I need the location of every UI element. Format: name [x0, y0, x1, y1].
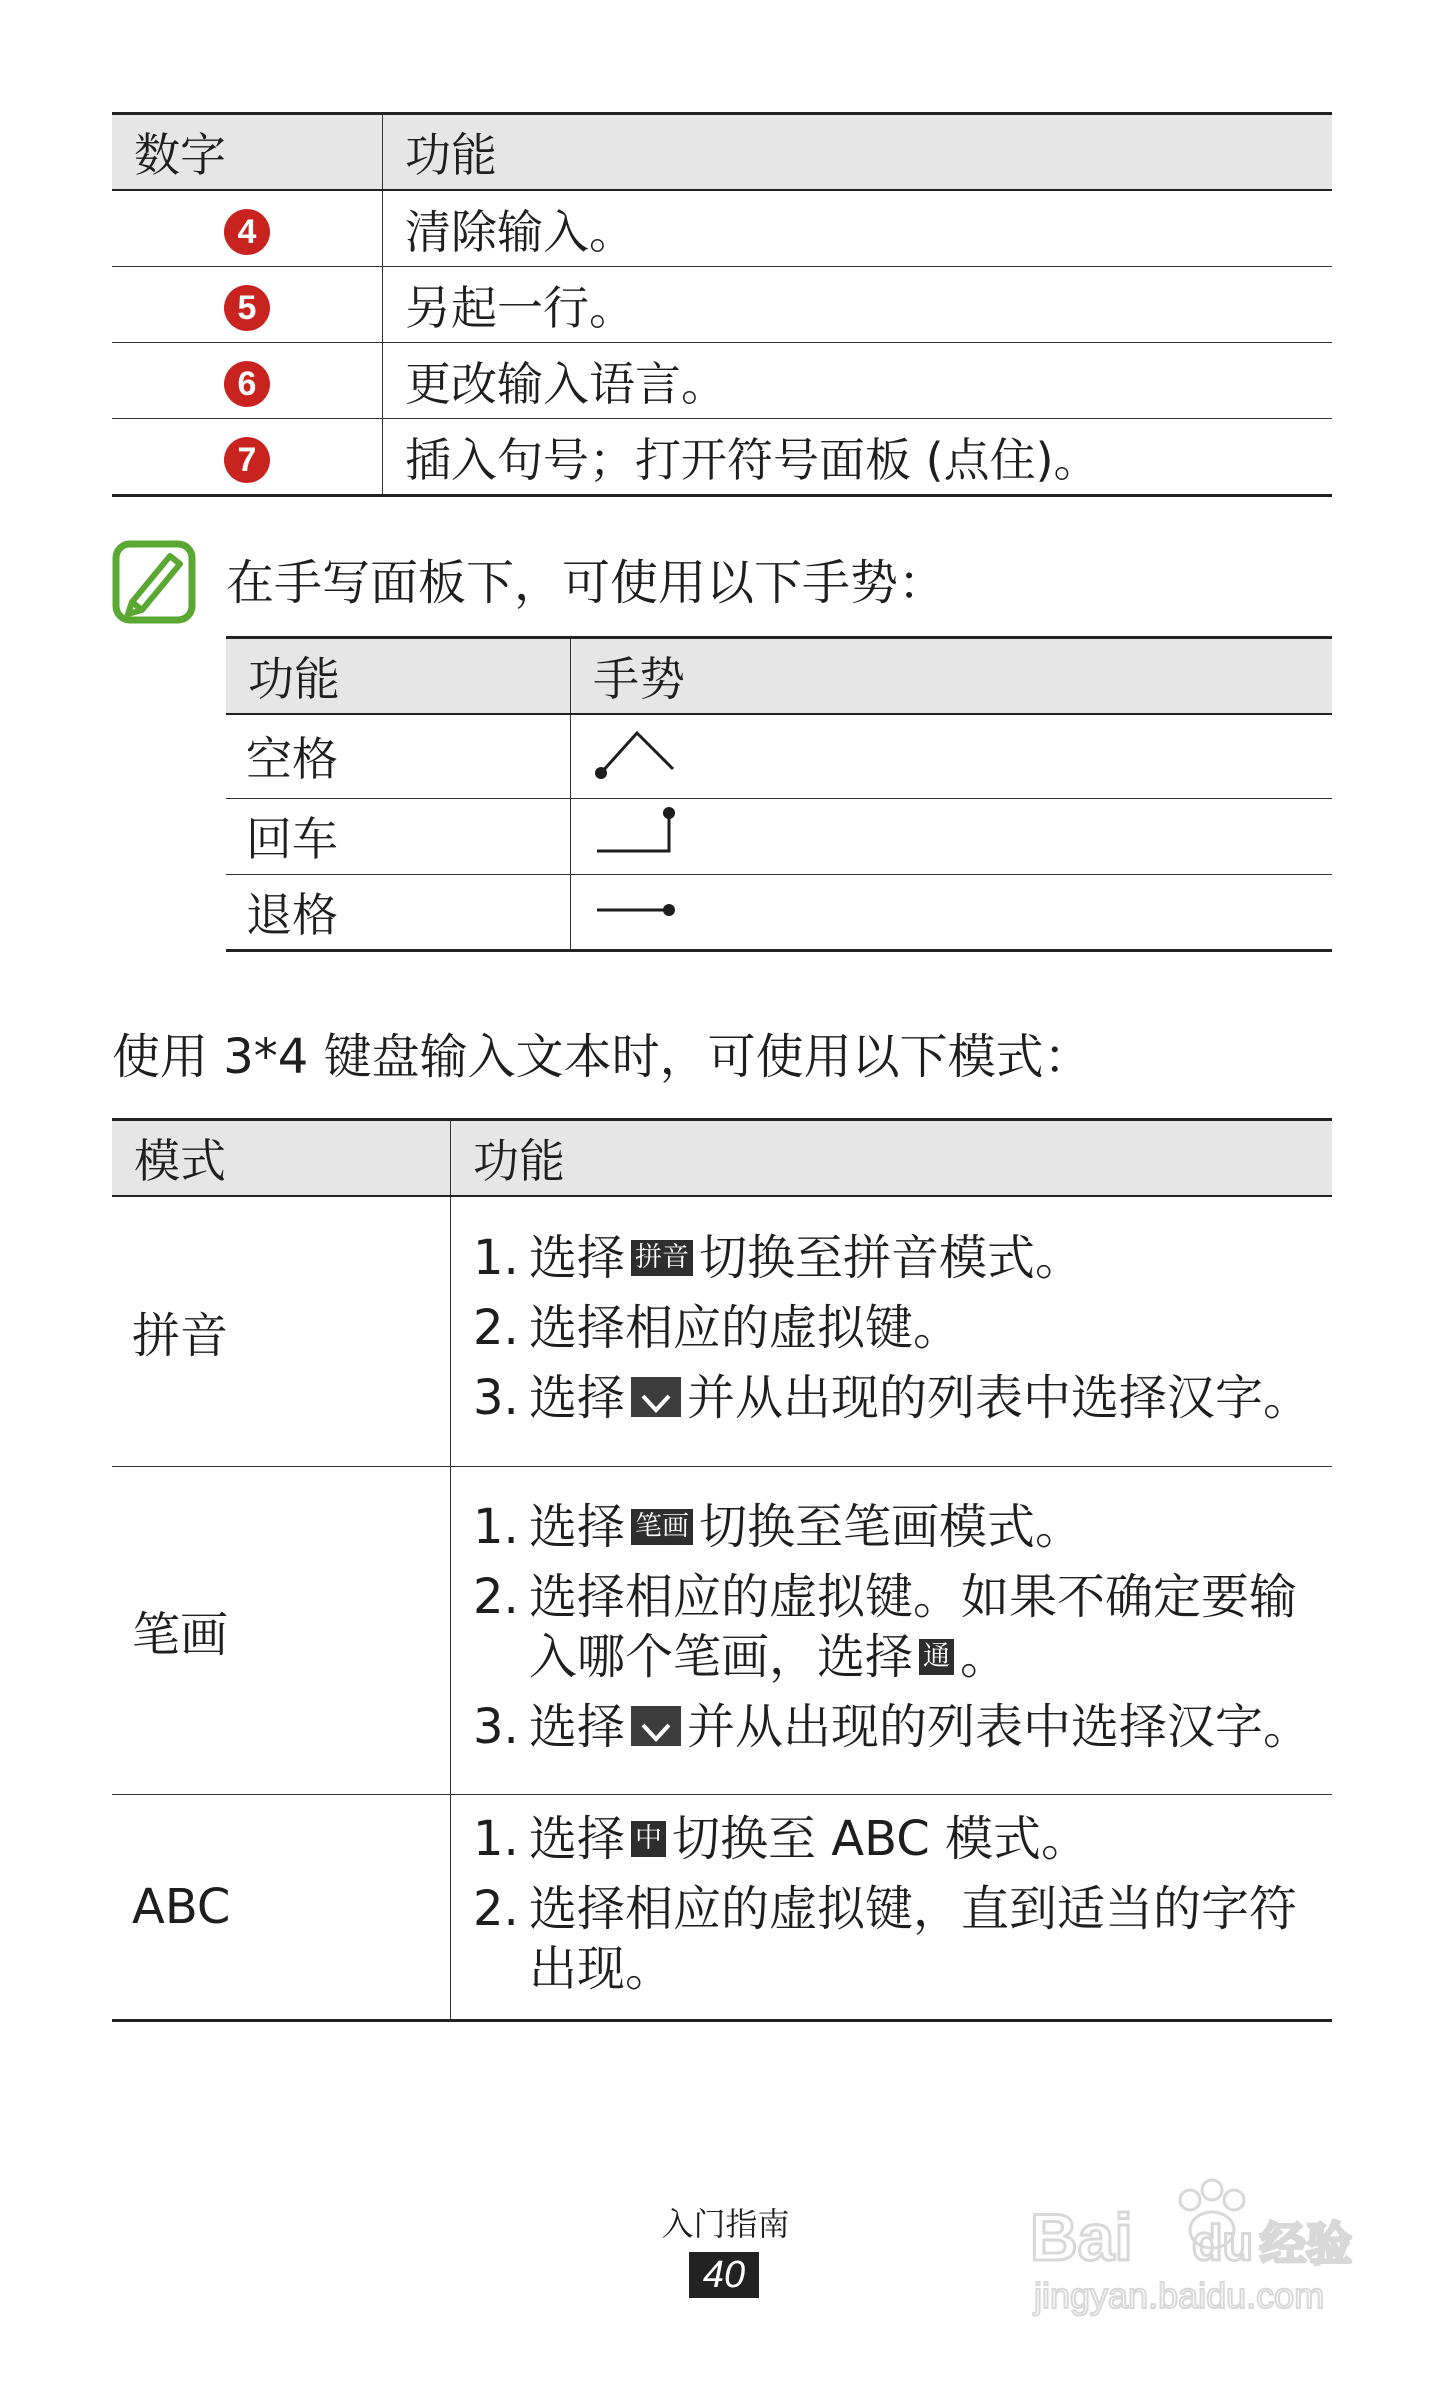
- chevron-down-icon: [631, 1377, 681, 1417]
- svg-text:jingyan.baidu.com: jingyan.baidu.com: [1034, 2275, 1325, 2316]
- function-cell: 插入句号；打开符号面板 (点住)。: [405, 432, 1100, 487]
- step-item: 2. 选择相应的虚拟键，直到适当的字符出现。: [473, 1880, 1298, 1997]
- backspace-gesture-icon: [593, 888, 683, 928]
- function-cell: 回车: [226, 798, 571, 874]
- wildcard-key-icon: 通: [919, 1639, 954, 1675]
- table-row: [112, 1196, 1332, 1466]
- header-number: 数字: [112, 114, 383, 191]
- step-item: 3. 选择 并从出现的列表中选择汉字。: [473, 1370, 1312, 1427]
- baidu-watermark-logo: [1020, 2160, 1360, 2320]
- header-mode: 模式: [112, 1120, 451, 1197]
- step-item: 1. 选择 中 切换至 ABC 模式。: [473, 1810, 1089, 1867]
- number-badge: 7: [224, 437, 270, 483]
- gesture-table: [226, 636, 1332, 952]
- step-item: 2. 选择相应的虚拟键。如果不确定要输入哪个笔画，选择 通 。: [473, 1569, 1298, 1685]
- chinese-key-icon: 中: [631, 1821, 666, 1857]
- header-function: 功能: [383, 114, 1333, 191]
- table-row: [112, 419, 1332, 496]
- step-item: 1. 选择 拼音 切换至拼音模式。: [473, 1230, 1084, 1287]
- mode-cell: ABC: [112, 1794, 451, 2020]
- step-item: 2. 选择相应的虚拟键。: [473, 1300, 962, 1357]
- function-cell: 空格: [226, 714, 571, 798]
- table-row: [112, 1466, 1332, 1794]
- header-function: 功能: [451, 1120, 1333, 1197]
- chevron-down-icon: [631, 1706, 681, 1746]
- svg-text:经验: 经验: [1260, 2217, 1352, 2271]
- function-cell: 更改输入语言。: [405, 356, 727, 411]
- header-gesture: 手势: [571, 638, 1333, 715]
- svg-text:du: du: [1192, 2215, 1254, 2271]
- table-header: [112, 114, 1332, 191]
- table-row: [226, 714, 1332, 798]
- step-item: 1. 选择 笔画 切换至笔画模式。: [473, 1499, 1084, 1555]
- step-item: 3. 选择 并从出现的列表中选择汉字。: [473, 1699, 1312, 1755]
- number-badge: 4: [224, 209, 270, 255]
- footer-section-label: 入门指南: [661, 2205, 790, 2243]
- table-row: [112, 267, 1332, 343]
- number-badge: 5: [224, 285, 270, 331]
- table-row: [226, 874, 1332, 950]
- table-header: [226, 638, 1332, 715]
- table-row: [112, 190, 1332, 267]
- pinyin-key-icon: 拼音: [631, 1240, 693, 1276]
- table-row: [112, 343, 1332, 419]
- table-row: [226, 798, 1332, 874]
- function-cell: 另起一行。: [405, 280, 635, 335]
- number-function-table: [112, 112, 1332, 497]
- svg-text:Bai: Bai: [1030, 2200, 1133, 2274]
- enter-gesture-icon: [593, 801, 683, 861]
- input-mode-table: [112, 1118, 1332, 2022]
- note-pen-icon: [112, 540, 196, 624]
- stroke-key-icon: 笔画: [631, 1509, 693, 1545]
- header-function: 功能: [226, 638, 571, 715]
- note-text: 在手写面板下，可使用以下手势：: [226, 555, 947, 611]
- keyboard-modes-intro: 使用 3*4 键盘输入文本时，可使用以下模式：: [112, 1029, 1092, 1085]
- number-badge: 6: [224, 361, 270, 407]
- function-cell: 清除输入。: [405, 204, 635, 259]
- mode-cell: 笔画: [112, 1466, 451, 1794]
- function-cell: 退格: [226, 874, 571, 950]
- page-number: 40: [689, 2252, 759, 2298]
- table-header: [112, 1120, 1332, 1197]
- caret-gesture-icon: [593, 719, 683, 783]
- table-row: [112, 1794, 1332, 2020]
- mode-cell: 拼音: [112, 1196, 451, 1466]
